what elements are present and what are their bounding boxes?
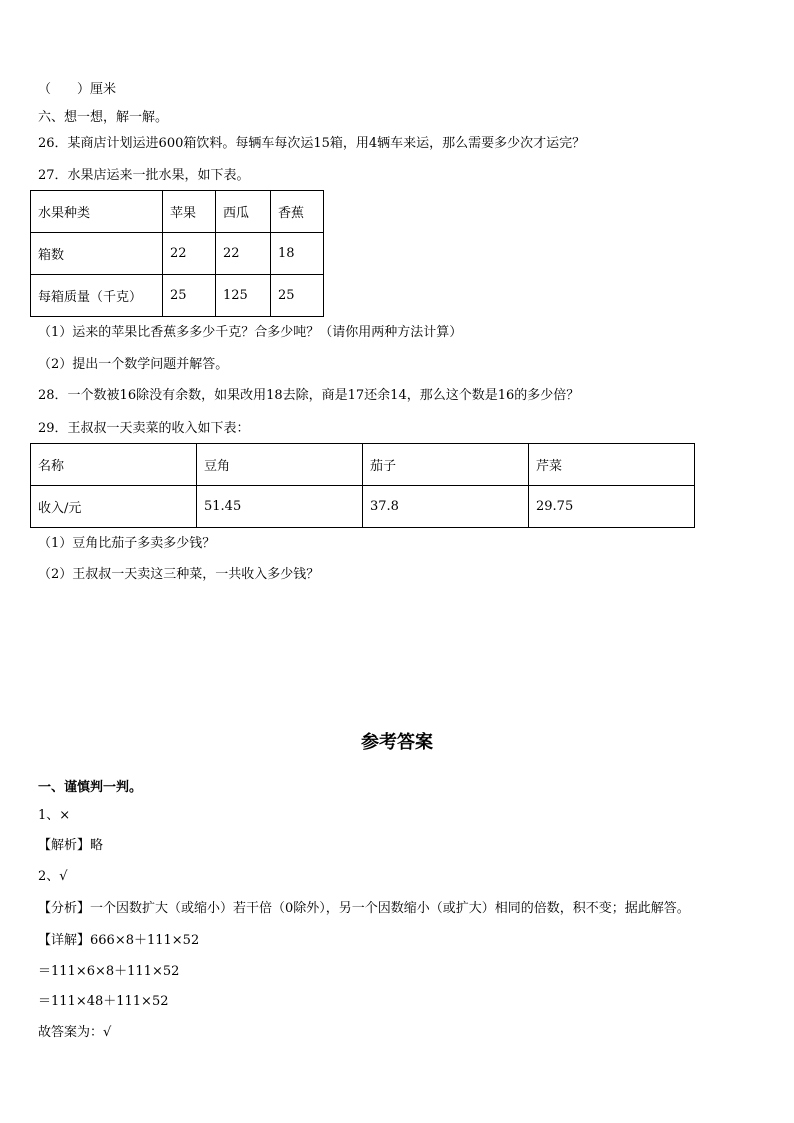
answer-1-analysis: 【解析】略 — [38, 838, 104, 853]
question-27: 27．水果店运来一批水果，如下表。 — [38, 168, 250, 183]
table-cell: 收入/元 — [31, 486, 197, 528]
table-cell: 箱数 — [31, 233, 163, 275]
table-row — [31, 233, 324, 275]
answer-2-step-1: ＝111×6×8＋111×52 — [38, 964, 180, 979]
answers-title: 参考答案 — [361, 732, 433, 753]
table-cell: 豆角 — [197, 444, 363, 486]
table-row — [31, 486, 695, 528]
table-cell: 水果种类 — [31, 191, 163, 233]
section-heading-6: 六、想一想，解一解。 — [38, 110, 169, 125]
answer-2-analysis: 【分析】一个因数扩大（或缩小）若干倍（0除外），另一个因数缩小（或扩大）相同的倍数，积不变；据此解答。 — [38, 901, 690, 916]
table-row — [31, 444, 695, 486]
table-cell: 芹菜 — [529, 444, 695, 486]
question-29-part-2: （2）王叔叔一天卖这三种菜，一共收入多少钱？ — [38, 567, 320, 582]
table-cell: 25 — [271, 275, 324, 317]
question-27-part-1: （1）运来的苹果比香蕉多多少千克？合多少吨？（请你用两种方法计算） — [38, 325, 463, 340]
table-cell: 每箱质量（千克） — [31, 275, 163, 317]
answer-2: 2、√ — [38, 869, 68, 884]
answer-2-step-2: ＝111×48＋111×52 — [38, 994, 169, 1009]
table-cell: 苹果 — [163, 191, 216, 233]
table-cell: 25 — [163, 275, 216, 317]
question-26: 26．某商店计划运进600箱饮料。每辆车每次运15箱，用4辆车来运，那么需要多少次才运完？ — [38, 136, 586, 151]
table-cell: 18 — [271, 233, 324, 275]
table-cell: 37.8 — [363, 486, 529, 528]
question-29: 29．王叔叔一天卖菜的收入如下表： — [38, 421, 250, 436]
table-cell: 名称 — [31, 444, 197, 486]
fruit-table — [30, 190, 324, 317]
table-cell: 香蕉 — [271, 191, 324, 233]
table-cell: 51.45 — [197, 486, 363, 528]
answer-2-detail: 【详解】666×8＋111×52 — [38, 933, 200, 948]
question-29-part-1: （1）豆角比茄子多卖多少钱？ — [38, 536, 216, 551]
table-row — [31, 191, 324, 233]
table-cell: 125 — [216, 275, 271, 317]
table-cell: 29.75 — [529, 486, 695, 528]
question-27-part-2: （2）提出一个数学问题并解答。 — [38, 357, 229, 372]
table-row — [31, 275, 324, 317]
table-cell: 22 — [216, 233, 271, 275]
question-28: 28．一个数被16除没有余数，如果改用18去除，商是17还余14，那么这个数是16的多少倍？ — [38, 388, 580, 403]
blank-centimeter: （ ）厘米 — [38, 82, 117, 97]
table-cell: 西瓜 — [216, 191, 271, 233]
answers-section-1: 一、谨慎判一判。 — [38, 780, 143, 795]
table-cell: 22 — [163, 233, 216, 275]
answer-2-final: 故答案为：√ — [38, 1025, 112, 1040]
income-table — [30, 443, 695, 528]
table-cell: 茄子 — [363, 444, 529, 486]
answer-1: 1、× — [38, 808, 71, 823]
